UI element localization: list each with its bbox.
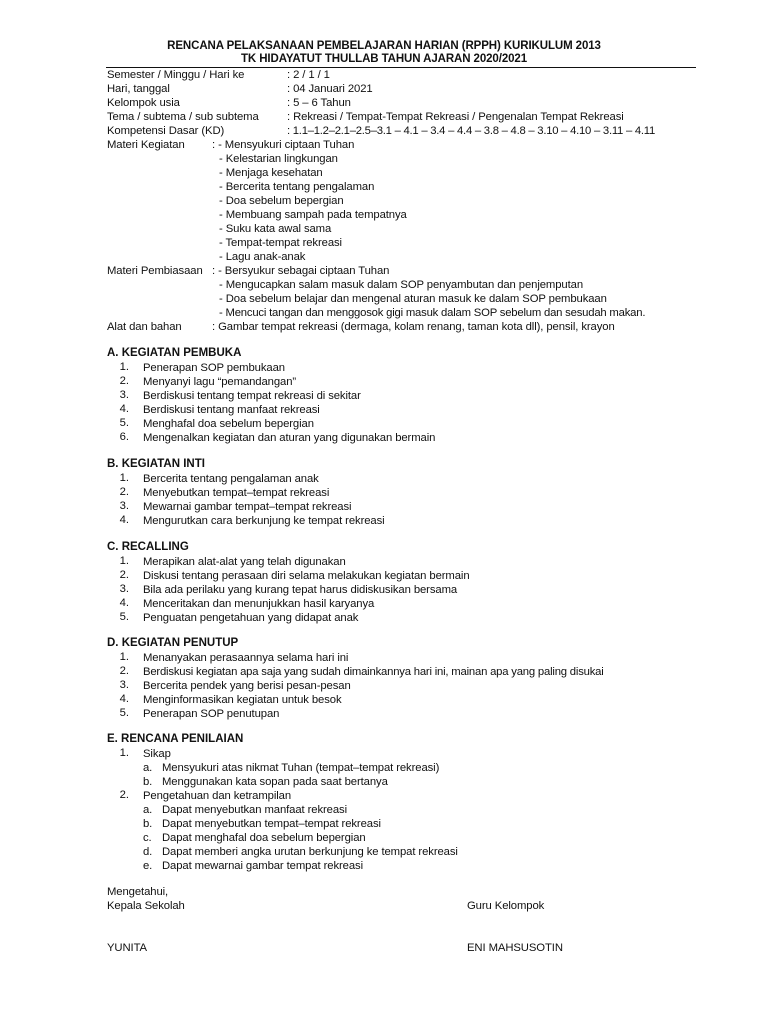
pembiasaan-item: - Doa sebelum belajar dan mengenal aturan masuk ke dalam SOP pembukaan <box>219 293 607 305</box>
list-number: 4. <box>119 693 129 705</box>
list-number: 1. <box>119 651 129 663</box>
list-number: 5. <box>119 417 129 429</box>
school-title: TK HIDAYATUT THULLAB TAHUN AJARAN 2020/2021 <box>240 53 528 65</box>
list-number: 4. <box>119 403 129 415</box>
list-letter: c. <box>143 832 152 844</box>
date-value: : 04 Januari 2021 <box>287 83 373 95</box>
principal-name: YUNITA <box>107 942 147 954</box>
kd-label: Kompetensi Dasar (KD) <box>107 125 225 137</box>
list-letter: e. <box>143 860 153 872</box>
list-item: Menyebutkan tempat–tempat rekreasi <box>143 487 330 499</box>
materi-item: - Tempat-tempat rekreasi <box>219 237 342 249</box>
list-item: Dapat menyebutkan manfaat rekreasi <box>162 804 347 816</box>
list-item: Mewarnai gambar tempat–tempat rekreasi <box>143 501 352 513</box>
section-c-heading: C. RECALLING <box>107 541 189 553</box>
document-title: RENCANA PELAKSANAAN PEMBELAJARAN HARIAN (RPPH) KURIKULUM 2013 <box>167 40 601 52</box>
materi-item: - Menjaga kesehatan <box>219 167 323 179</box>
section-a-heading: A. KEGIATAN PEMBUKA <box>107 347 242 359</box>
section-b-heading: B. KEGIATAN INTI <box>107 458 205 470</box>
materi-item: - Bercerita tentang pengalaman <box>219 181 375 193</box>
list-item: Dapat menyebutkan tempat–tempat rekreasi <box>162 818 381 830</box>
assessment-group-title: Pengetahuan dan ketrampilan <box>143 790 292 802</box>
semester-value: : 2 / 1 / 1 <box>287 69 330 81</box>
kd-value: : 1.1–1.2–2.1–2.5–3.1 – 4.1 – 3.4 – 4.4 – 3.8 – 4.8 – 3.10 – 4.10 – 3.11 – 4.11 <box>287 125 656 137</box>
list-item: Mengurutkan cara berkunjung ke tempat rekreasi <box>143 515 385 527</box>
list-item: Menyanyi lagu “pemandangan” <box>143 376 297 388</box>
list-number: 4. <box>119 597 129 609</box>
list-number: 2. <box>119 486 129 498</box>
list-number: 2. <box>119 375 129 387</box>
list-number: 2. <box>119 665 129 677</box>
list-item: Diskusi tentang perasaan diri selama melakukan kegiatan bermain <box>143 570 470 582</box>
pembiasaan-item: - Mencuci tangan dan menggosok gigi masuk dalam SOP sebelum dan sesudah makan. <box>219 307 646 319</box>
list-number: 3. <box>119 500 129 512</box>
list-item: Menghafal doa sebelum bepergian <box>143 418 314 430</box>
semester-label: Semester / Minggu / Hari ke <box>107 69 245 81</box>
list-number: 1. <box>119 747 129 759</box>
list-item: Dapat menghafal doa sebelum bepergian <box>162 832 366 844</box>
list-item: Berdiskusi kegiatan apa saja yang sudah dimainkannya hari ini, mainan apa yang paling disukai <box>143 666 604 678</box>
list-item: Dapat memberi angka urutan berkunjung ke tempat rekreasi <box>162 846 458 858</box>
theme-value: : Rekreasi / Tempat-Tempat Rekreasi / Pengenalan Tempat Rekreasi <box>287 111 624 123</box>
section-e-heading: E. RENCANA PENILAIAN <box>107 733 244 745</box>
materi-item: - Doa sebelum bepergian <box>219 195 344 207</box>
list-item: Dapat mewarnai gambar tempat rekreasi <box>162 860 363 872</box>
list-number: 4. <box>119 514 129 526</box>
section-d-heading: D. KEGIATAN PENUTUP <box>107 637 239 649</box>
list-number: 3. <box>119 583 129 595</box>
list-letter: d. <box>143 846 153 858</box>
materi-item: : - Mensyukuri ciptaan Tuhan <box>212 139 355 151</box>
list-item: Bercerita tentang pengalaman anak <box>143 473 319 485</box>
list-number: 6. <box>119 431 129 443</box>
materi-label: Materi Kegiatan <box>107 139 185 151</box>
list-item: Menginformasikan kegiatan untuk besok <box>143 694 342 706</box>
list-item: Mensyukuri atas nikmat Tuhan (tempat–tempat rekreasi) <box>162 762 440 774</box>
list-item: Bercerita pendek yang berisi pesan-pesan <box>143 680 351 692</box>
list-number: 1. <box>119 555 129 567</box>
list-letter: a. <box>143 762 153 774</box>
list-letter: a. <box>143 804 153 816</box>
list-item: Penerapan SOP pembukaan <box>143 362 285 374</box>
list-item: Menanyakan perasaannya selama hari ini <box>143 652 349 664</box>
list-number: 3. <box>119 389 129 401</box>
materi-item: - Suku kata awal sama <box>219 223 332 235</box>
list-number: 5. <box>119 611 129 623</box>
teacher-role: Guru Kelompok <box>467 900 545 912</box>
list-letter: b. <box>143 776 153 788</box>
alat-value: : Gambar tempat rekreasi (dermaga, kolam renang, taman kota dll), pensil, krayon <box>212 321 615 333</box>
list-number: 1. <box>119 361 129 373</box>
date-label: Hari, tanggal <box>107 83 170 95</box>
list-item: Menggunakan kata sopan pada saat bertanya <box>162 776 388 788</box>
pembiasaan-item: - Mengucapkan salam masuk dalam SOP penyambutan dan penjemputan <box>219 279 583 291</box>
materi-item: - Kelestarian lingkungan <box>219 153 338 165</box>
principal-role: Kepala Sekolah <box>107 900 185 912</box>
theme-label: Tema / subtema / sub subtema <box>107 111 259 123</box>
materi-item: - Lagu anak-anak <box>219 251 306 263</box>
list-item: Bila ada perilaku yang kurang tepat harus didiskusikan bersama <box>143 584 458 596</box>
group-value: : 5 – 6 Tahun <box>287 97 351 109</box>
list-number: 1. <box>119 472 129 484</box>
list-number: 5. <box>119 707 129 719</box>
mengetahui-text: Mengetahui, <box>107 886 169 898</box>
assessment-group-title: Sikap <box>143 748 171 760</box>
list-item: Berdiskusi tentang tempat rekreasi di sekitar <box>143 390 361 402</box>
group-label: Kelompok usia <box>107 97 180 109</box>
list-item: Merapikan alat-alat yang telah digunakan <box>143 556 346 568</box>
materi-item: - Membuang sampah pada tempatnya <box>219 209 407 221</box>
list-item: Berdiskusi tentang manfaat rekreasi <box>143 404 320 416</box>
pembiasaan-label: Materi Pembiasaan <box>107 265 203 277</box>
list-number: 2. <box>119 789 129 801</box>
list-item: Penguatan pengetahuan yang didapat anak <box>143 612 359 624</box>
teacher-name: ENI MAHSUSOTIN <box>467 942 563 954</box>
list-item: Menceritakan dan menunjukkan hasil karyanya <box>143 598 375 610</box>
list-number: 2. <box>119 569 129 581</box>
list-item: Mengenalkan kegiatan dan aturan yang digunakan bermain <box>143 432 436 444</box>
alat-label: Alat dan bahan <box>107 321 182 333</box>
list-letter: b. <box>143 818 153 830</box>
list-number: 3. <box>119 679 129 691</box>
pembiasaan-item: : - Bersyukur sebagai ciptaan Tuhan <box>212 265 390 277</box>
list-item: Penerapan SOP penutupan <box>143 708 280 720</box>
